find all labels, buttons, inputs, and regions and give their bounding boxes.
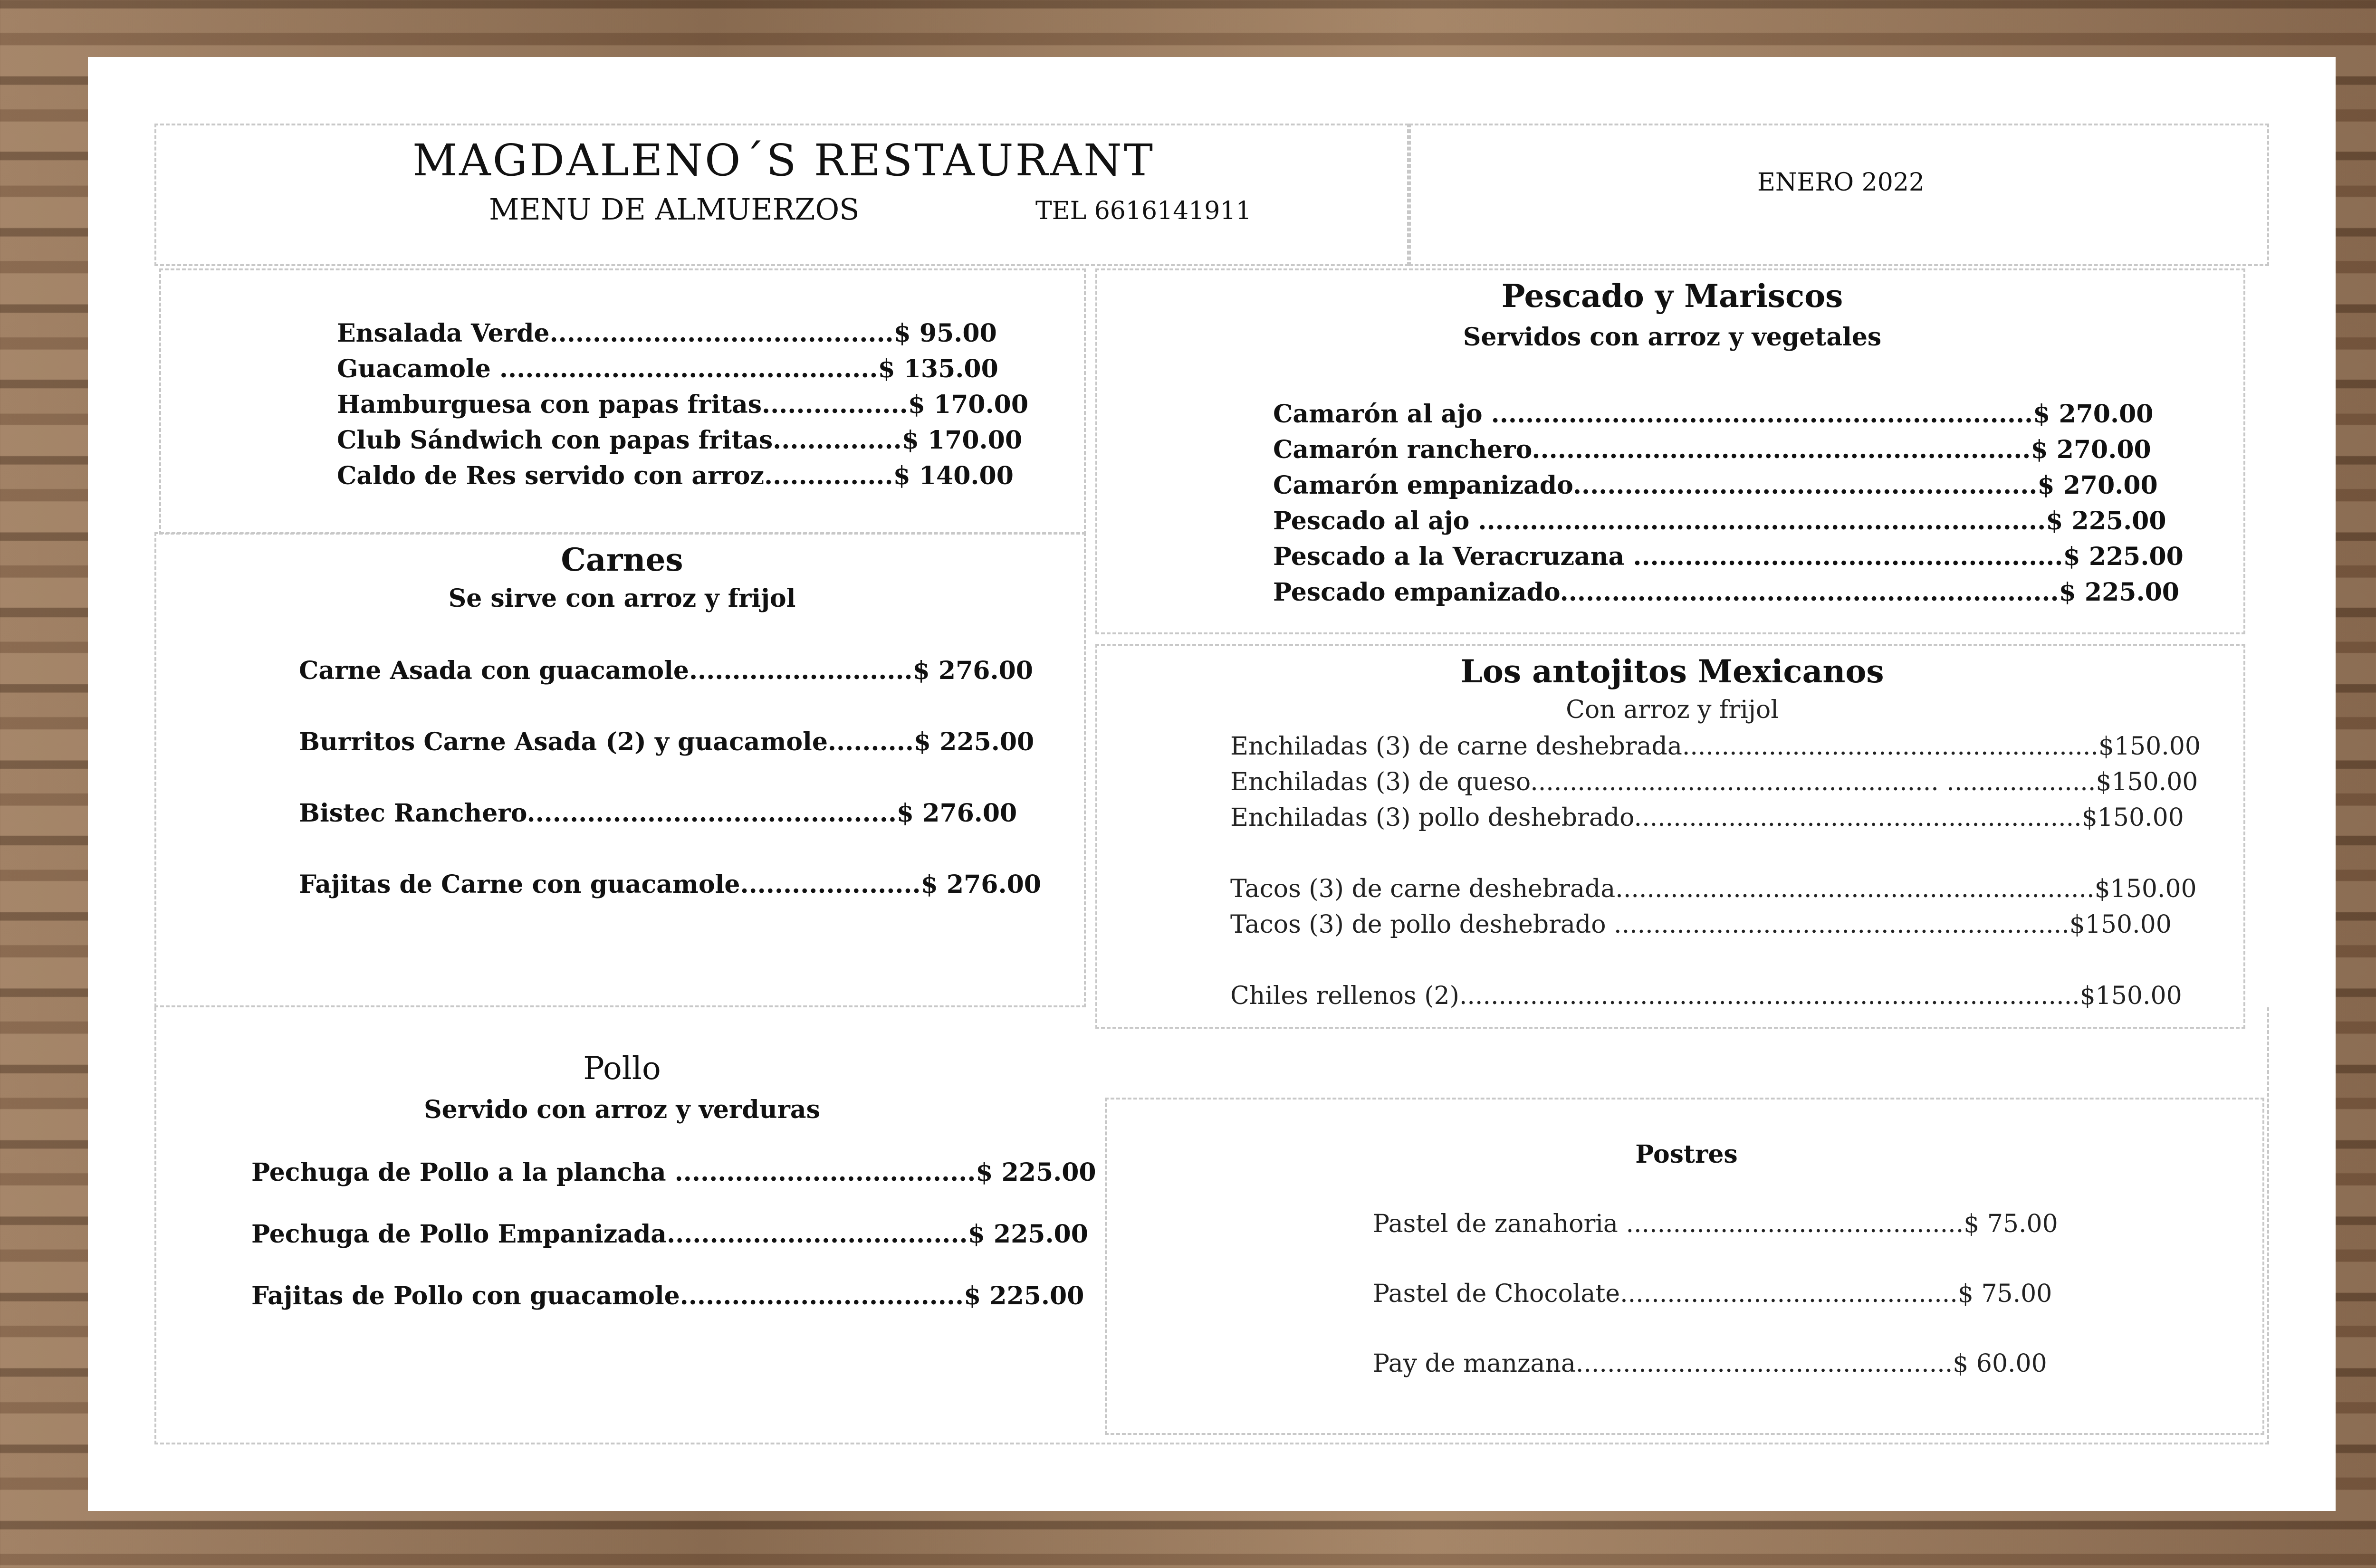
menu-item: Pastel de Chocolate...........................................$ 75.00 [1373, 1280, 2052, 1308]
menu-paper [88, 57, 2336, 1511]
antojitos-list [1230, 729, 2201, 1014]
menu-item: Enchiladas (3) pollo deshebrado.........................................................$150.00 [1230, 803, 2184, 832]
menu-item: Camarón al ajo ...............................................................$ 270.00 [1273, 400, 2154, 429]
antojitos-title: Los antojitos Mexicanos [1460, 653, 1884, 690]
menu-item: Camarón empanizado......................................................$ 270.00 [1273, 471, 2158, 500]
menu-item: Fajitas de Carne con guacamole.....................$ 276.00 [299, 870, 1041, 899]
menu-item: Bistec Ranchero...........................................$ 276.00 [299, 799, 1017, 828]
antojitos-note: Con arroz y frijol [1566, 696, 1779, 724]
menu-item: Chiles rellenos (2)...............................................................................$150.00 [1230, 982, 2182, 1010]
menu-item: Pay de manzana................................................$ 60.00 [1373, 1349, 2047, 1378]
restaurant-name: MAGDALENO´S RESTAURANT [412, 135, 1155, 186]
menu-item: Pescado a la Veracruzana ..................................................$ 225.00 [1273, 542, 2184, 571]
menu-item: Pescado empanizado..........................................................$ 225.00 [1273, 578, 2179, 607]
menu-item: Enchiladas (3) de queso.................................................... ...................$150.00 [1230, 768, 2198, 796]
postres-section [1105, 1098, 2264, 1435]
menu-item: Camarón ranchero..........................................................$ 270.00 [1273, 435, 2151, 464]
menu-item: Burritos Carne Asada (2) y guacamole..........$ 225.00 [299, 727, 1035, 756]
postres-title: Postres [1635, 1140, 1738, 1169]
menu-item: Carne Asada con guacamole..........................$ 276.00 [299, 656, 1033, 685]
postres-list [1373, 1206, 2058, 1382]
pollo-title: Pollo [583, 1050, 661, 1087]
carnes-note: Se sirve con arroz y frijol [448, 584, 796, 613]
pollo-note: Servido con arroz y verduras [424, 1095, 820, 1124]
menu-item: Guacamole ............................................$ 135.00 [337, 354, 998, 383]
mariscos-title: Pescado y Mariscos [1501, 277, 1843, 315]
menu-item: Caldo de Res servido con arroz...............$ 140.00 [337, 461, 1014, 490]
pollo-list [251, 1155, 1096, 1314]
menu-item: Tacos (3) de carne deshebrada.............................................................$150.00 [1230, 875, 2197, 903]
mariscos-section [1095, 268, 2245, 634]
menu-item: Hamburguesa con papas fritas.................$ 170.00 [337, 390, 1029, 419]
menu-item: Tacos (3) de pollo deshebrado ..........................................................$150.00 [1230, 910, 2172, 939]
menu-item: Pechuga de Pollo a la plancha ...................................$ 225.00 [251, 1158, 1096, 1187]
date-box [1409, 124, 2269, 266]
menu-item: Club Sándwich con papas fritas...............$ 170.00 [337, 426, 1023, 455]
phone-number: TEL 6616141911 [1035, 197, 1252, 225]
carnes-section [154, 532, 1086, 1007]
starters-list [337, 316, 1028, 494]
menu-item: Pescado al ajo ..................................................................$ 225.00 [1273, 507, 2166, 535]
menu-item: Fajitas de Pollo con guacamole.................................$ 225.00 [251, 1281, 1084, 1310]
carnes-list [299, 653, 1041, 902]
antojitos-section [1095, 644, 2245, 1029]
starters-section [159, 268, 1086, 535]
menu-item: Ensalada Verde........................................$ 95.00 [337, 319, 997, 348]
header-box [154, 124, 1409, 266]
menu-item: Enchiladas (3) de carne deshebrada.....................................................$150.00 [1230, 732, 2201, 761]
carnes-title: Carnes [561, 541, 683, 578]
menu-item: Pastel de zanahoria ...........................................$ 75.00 [1373, 1210, 2058, 1238]
menu-label: MENU DE ALMUERZOS [489, 192, 860, 227]
menu-item: Pechuga de Pollo Empanizada...................................$ 225.00 [251, 1220, 1088, 1249]
menu-date: ENERO 2022 [1757, 168, 1925, 197]
mariscos-list [1273, 396, 2184, 610]
mariscos-note: Servidos con arroz y vegetales [1463, 323, 1882, 352]
